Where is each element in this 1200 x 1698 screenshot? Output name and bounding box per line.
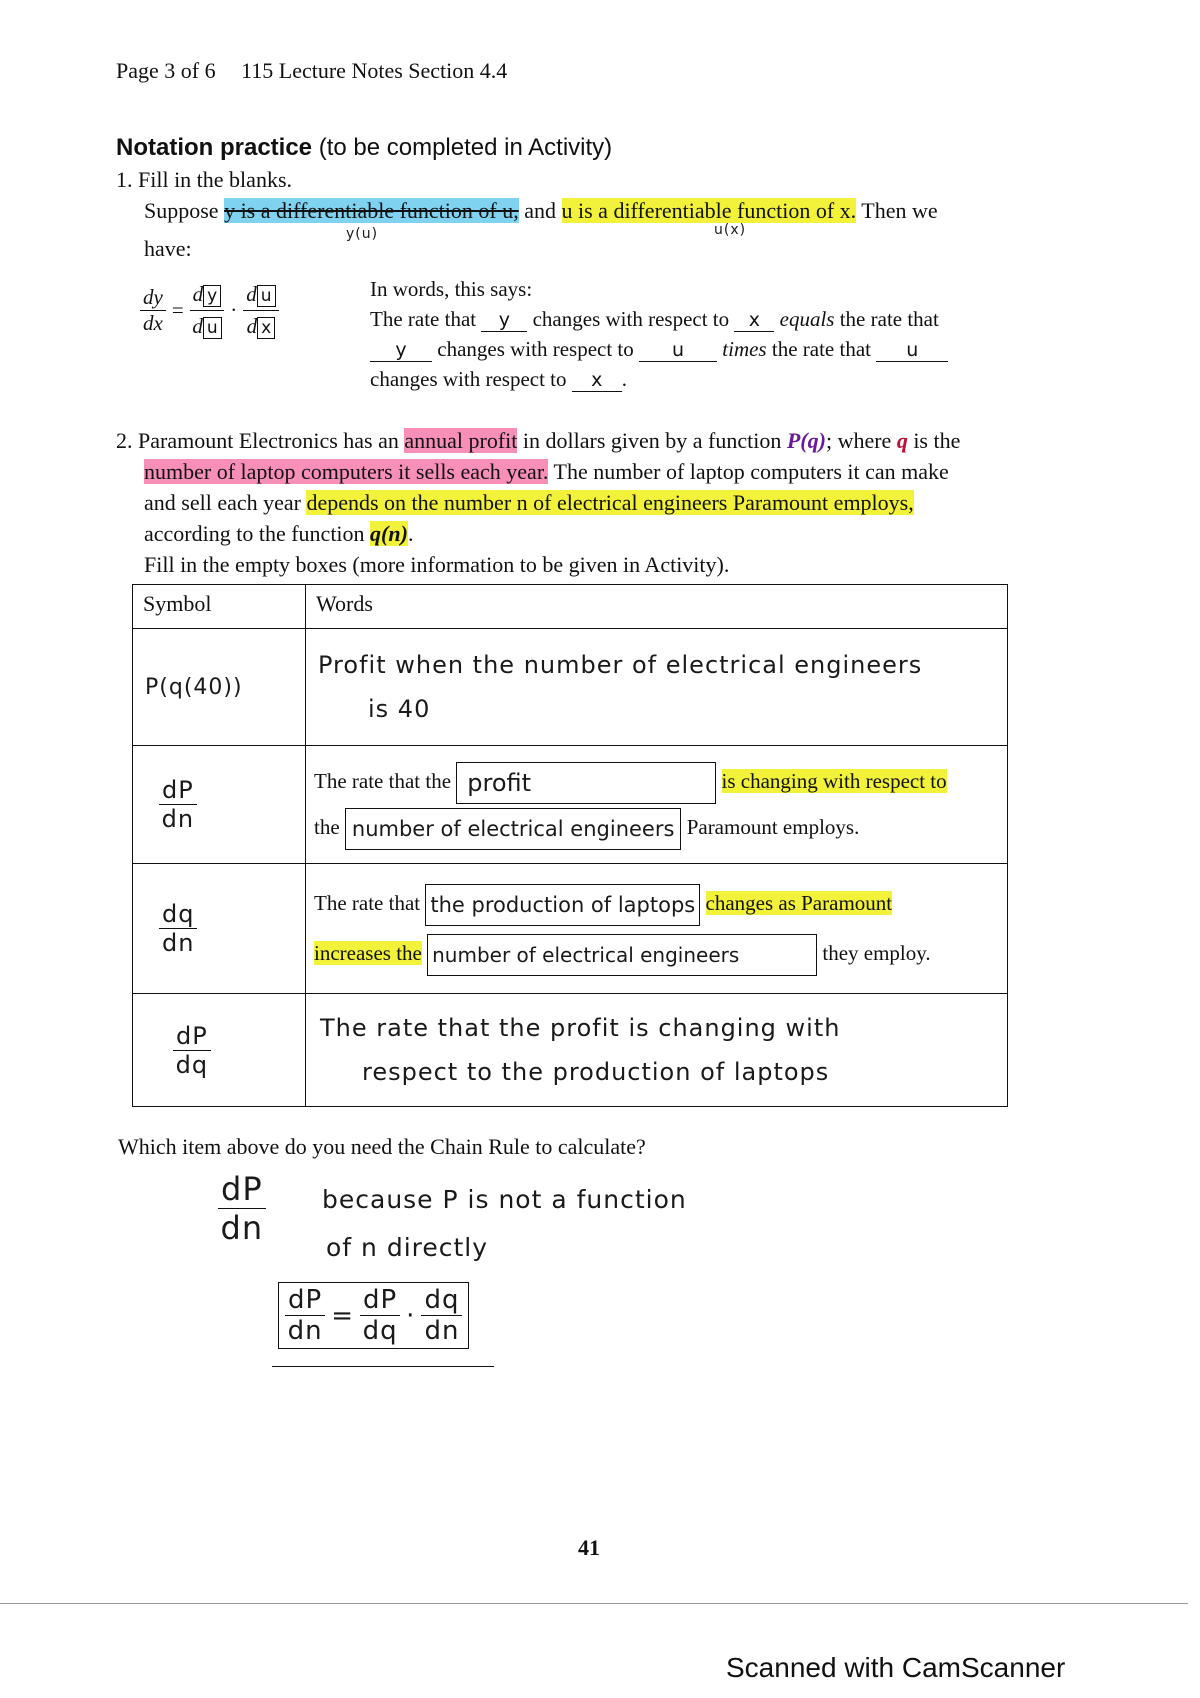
annotation-u-of-x: u(x) — [714, 222, 747, 238]
table-header-row — [133, 585, 1008, 629]
row4-words: The rate that the profit is changing with respect to the production of laptops — [306, 994, 1008, 1107]
then-word: Then we — [861, 198, 938, 223]
page-header — [116, 58, 507, 84]
answer-dp-dn: $\frac{dP}{dn}$ — [218, 1170, 266, 1247]
section-heading — [116, 134, 612, 162]
dy-du-fraction: $\frac{\text{d y}}{\text{d u}}$ — [190, 282, 225, 339]
underline-rule — [272, 1366, 494, 1367]
blank-2: x — [734, 309, 774, 332]
q1-suppose-line — [144, 198, 938, 224]
fill-box-production[interactable]: the production of laptops — [425, 884, 700, 926]
symbol-dp-dq: $\frac{dP}{dq}$ — [173, 1022, 211, 1079]
header-symbol: Symbol — [133, 585, 306, 629]
blank-3: y — [370, 339, 432, 362]
highlight-annual-profit: annual profit — [404, 428, 518, 453]
highlight-engineers: depends on the number n of electrical engineers Paramount employs, — [306, 490, 914, 515]
row1-words: Profit when the number of electrical engineers is 40 — [306, 629, 1008, 746]
page-bottom-divider — [0, 1603, 1188, 1604]
blank-box-u-den: u — [203, 317, 222, 339]
fill-box-engineers[interactable]: number of electrical engineers — [345, 808, 682, 850]
dy-dx-fraction: $\frac{dy}{dx}$ — [140, 285, 166, 336]
course-title: 115 Lecture Notes Section 4.4 — [241, 58, 508, 83]
suppose-word: Suppose — [144, 198, 219, 223]
blank-box-y: y — [203, 285, 221, 307]
table-instructions: Fill in the empty boxes (more information to be given in Activity). — [144, 552, 730, 577]
table-row — [133, 629, 1008, 746]
fill-box-profit[interactable]: profit — [456, 762, 716, 804]
header-words: Words — [306, 585, 1008, 629]
symbol-p-of-q-40: P(q(40)) — [145, 674, 243, 700]
row2-words: The rate that the profit is changing with respect to the number of electrical engineers Paramount employs. — [306, 746, 1008, 864]
answer-reason: because P is not a function of n directly — [322, 1185, 687, 1262]
symbol-dq-dn: $\frac{dq}{dn}$ — [159, 900, 197, 957]
page-number: 41 — [578, 1535, 600, 1560]
table-row — [133, 994, 1008, 1107]
camscanner-watermark: Scanned with CamScanner — [726, 1652, 1066, 1683]
symbol-dp-dn: $\frac{dP}{dn}$ — [159, 776, 197, 833]
page-number-label: Page 3 of 6 — [116, 58, 216, 83]
q2-text: 2. Paramount Electronics has an annual profit in dollars given by a function P(q); where q is the number of laptop computers it sells each year. The number of laptop computers it can make and sell each year depends on the number n of electrical engineers Paramount employs, according to the function q(n). Fill in the empty boxes (more information to be given in Activity). — [116, 425, 960, 580]
annotation-y-of-u: y(u) — [346, 226, 379, 242]
highlight-laptops-sold: number of laptop computers it sells each year. — [144, 459, 549, 484]
have-word: have: — [144, 236, 192, 261]
blank-4: u — [639, 339, 717, 362]
q1-prompt — [116, 167, 292, 193]
chain-rule-question: Which item above do you need the Chain Rule to calculate? — [118, 1134, 646, 1159]
q1-number: 1. — [116, 167, 133, 192]
clause-y-of-u: y is a differentiable function of u, — [224, 198, 519, 223]
q2-number: 2. — [116, 428, 133, 453]
table-row — [133, 746, 1008, 864]
q1-prompt-text: Fill in the blanks. — [138, 167, 292, 192]
and-word: and — [524, 198, 556, 223]
fill-box-engineers-2[interactable]: number of electrical engineers — [427, 934, 817, 976]
section-subtitle: (to be completed in Activity) — [318, 134, 613, 161]
blank-box-x: x — [257, 317, 275, 339]
clause-u-of-x: u is a differentiable function of x. — [561, 198, 857, 223]
section-title: Notation practice — [116, 134, 313, 161]
q1-in-words: In words, this says: The rate that y changes with respect to x equals the rate that y changes with respect to u times the rate that u changes with respect to x . — [370, 274, 948, 394]
blank-5: u — [876, 339, 948, 362]
chain-rule-boxed-formula: $\frac{dP}{dn}$ = $\frac{dP}{dq}$ · $\frac{dq}{dn}$ — [278, 1282, 469, 1349]
du-dx-fraction: $\frac{\text{d u}}{\text{d x}}$ — [243, 282, 278, 339]
symbol-words-table — [132, 584, 1008, 1107]
row3-words: The rate that the production of laptops changes as Paramount increases the number of electrical engineers they employ. — [306, 864, 1008, 994]
blank-1: y — [481, 309, 527, 332]
chain-rule-formula: $\frac{dy}{dx}$ = $\frac{\text{d y}}{\text{d u}}$ · $\frac{\text{d u}}{\text{d x}}$ — [140, 282, 279, 339]
blank-box-u-num: u — [257, 285, 276, 307]
blank-6: x — [572, 369, 622, 392]
in-words-intro: In words, this says: — [370, 277, 533, 301]
table-row — [133, 864, 1008, 994]
